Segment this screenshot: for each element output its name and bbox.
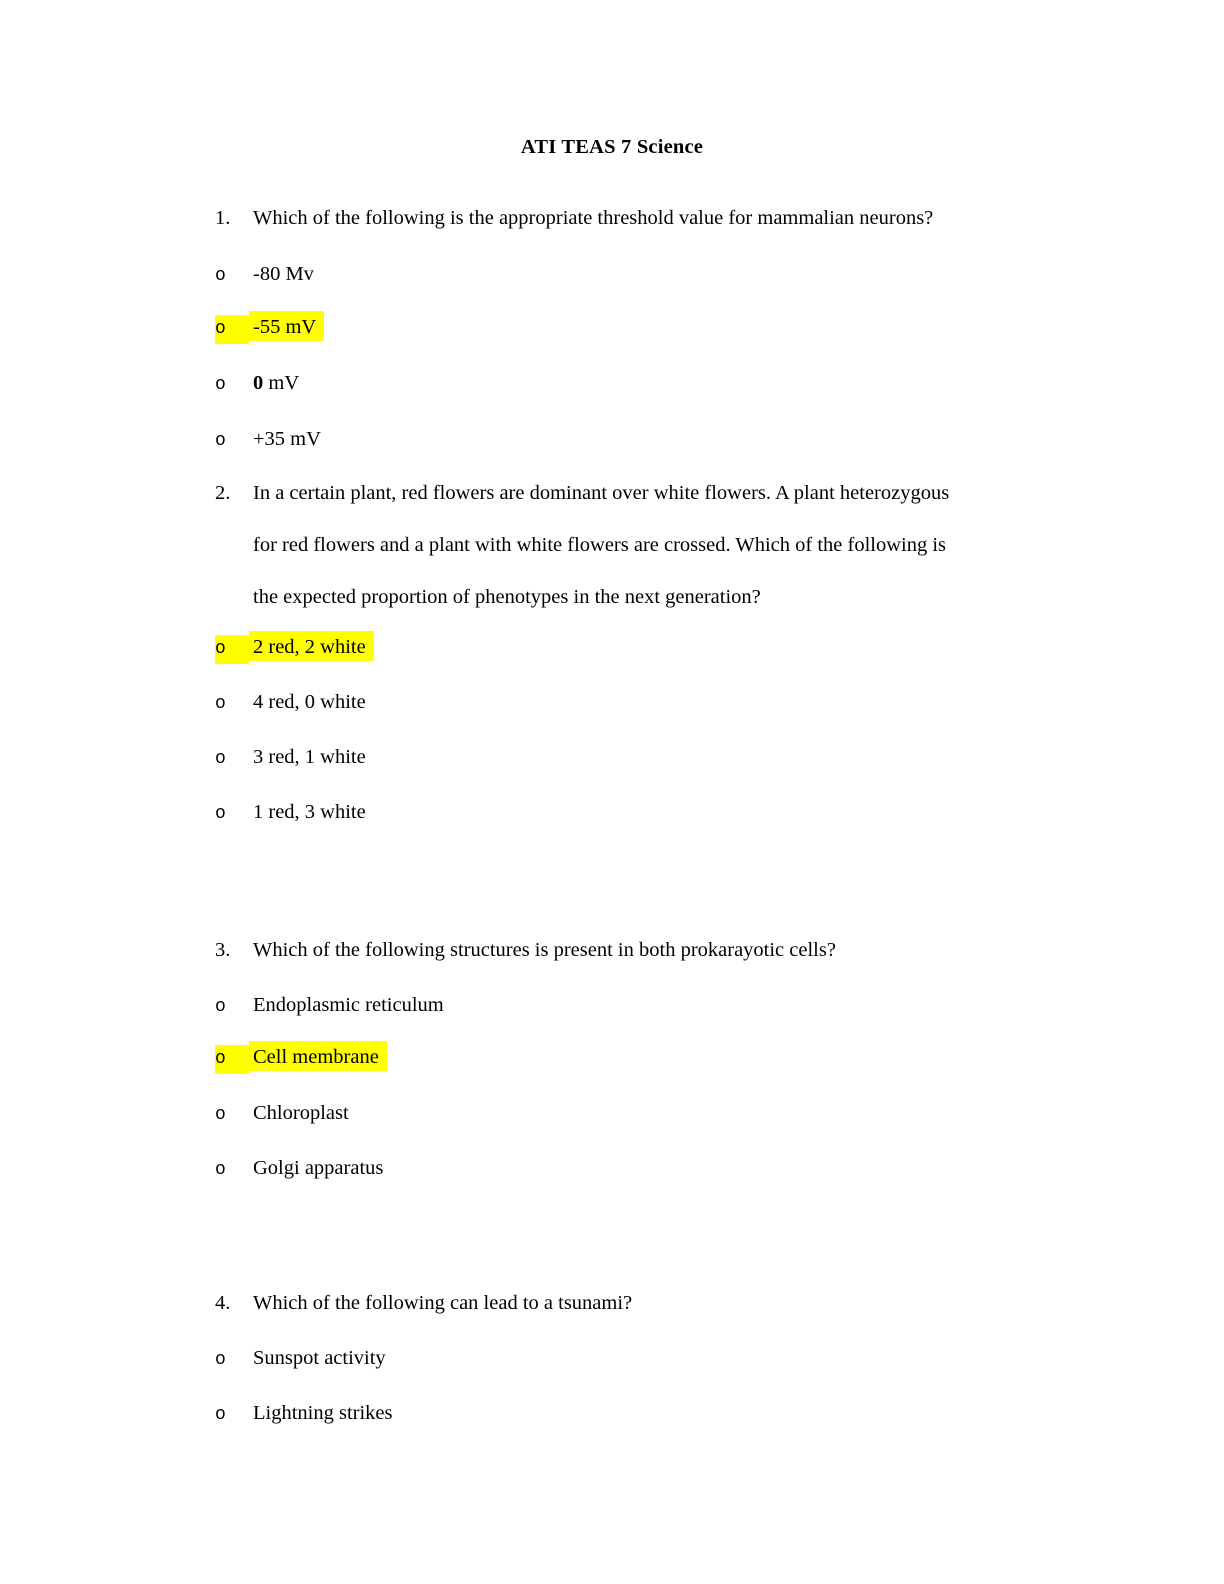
option-label-bold-part: 0 (253, 372, 264, 394)
option-bullet: o (215, 1160, 226, 1180)
option-bullet: o (215, 997, 226, 1017)
option-bullet: o (215, 694, 226, 714)
option-label-highlight: -55 mV (249, 311, 324, 341)
option-row (215, 690, 1075, 716)
option-label-highlight: Cell membrane (249, 1041, 387, 1071)
question-text: Which of the following is the appropriate threshold value for mammalian neurons? (253, 207, 934, 229)
question-2-row-cont (215, 585, 1075, 609)
option-bullet: o (215, 1045, 249, 1074)
option-bullet: o (215, 635, 249, 664)
option-label-rest: mV (263, 372, 300, 394)
option-row-highlighted (215, 315, 1075, 344)
option-bullet: o (215, 431, 226, 451)
option-label: +35 mV (253, 428, 321, 450)
option-label: Golgi apparatus (253, 1157, 384, 1179)
option-bullet: o (215, 1350, 226, 1370)
option-label: Lightning strikes (253, 1402, 393, 1424)
option-row (215, 427, 1075, 453)
option-label: 4 red, 0 white (253, 691, 366, 713)
option-row (215, 1401, 1075, 1427)
option-label: 3 red, 1 white (253, 746, 366, 768)
option-bullet: o (215, 1405, 226, 1425)
question-2-row (215, 481, 1075, 505)
option-bullet: o (215, 375, 226, 395)
option-bullet: o (215, 315, 249, 344)
question-number: 4. (215, 1292, 231, 1314)
option-row (215, 993, 1075, 1019)
question-text: Which of the following structures is present in both prokarayotic cells? (253, 939, 836, 961)
option-label: 1 red, 3 white (253, 801, 366, 823)
question-4-row (215, 1291, 1075, 1315)
question-1-row (215, 206, 1075, 230)
question-3-row (215, 938, 1075, 962)
option-label: -80 Mv (253, 263, 314, 285)
option-label-highlight: 2 red, 2 white (249, 631, 374, 661)
question-text-line: the expected proportion of phenotypes in the next generation? (253, 586, 761, 608)
option-row (215, 745, 1075, 771)
option-bullet: o (215, 266, 226, 286)
option-row (215, 1101, 1075, 1127)
option-bullet: o (215, 804, 226, 824)
question-text-line: In a certain plant, red flowers are dominant over white flowers. A plant heterozygous (253, 482, 950, 504)
option-row (215, 1156, 1075, 1182)
option-row (215, 371, 1075, 397)
option-row (215, 800, 1075, 826)
option-bullet: o (215, 749, 226, 769)
option-row-highlighted (215, 1045, 1075, 1074)
question-text-line: for red flowers and a plant with white flowers are crossed. Which of the following is (253, 534, 947, 556)
option-row-highlighted (215, 635, 1075, 664)
option-row (215, 262, 1075, 288)
doc-title: ATI TEAS 7 Science (520, 136, 704, 158)
question-number: 1. (215, 207, 231, 229)
question-number: 2. (215, 482, 231, 504)
option-row (215, 1346, 1075, 1372)
question-2-row-cont (215, 533, 1075, 557)
question-text: Which of the following can lead to a tsunami? (253, 1292, 633, 1314)
option-label: Endoplasmic reticulum (253, 994, 444, 1016)
option-label: Sunspot activity (253, 1347, 386, 1369)
option-label: Chloroplast (253, 1102, 349, 1124)
question-number: 3. (215, 939, 231, 961)
option-bullet: o (215, 1105, 226, 1125)
option-label (253, 372, 299, 394)
